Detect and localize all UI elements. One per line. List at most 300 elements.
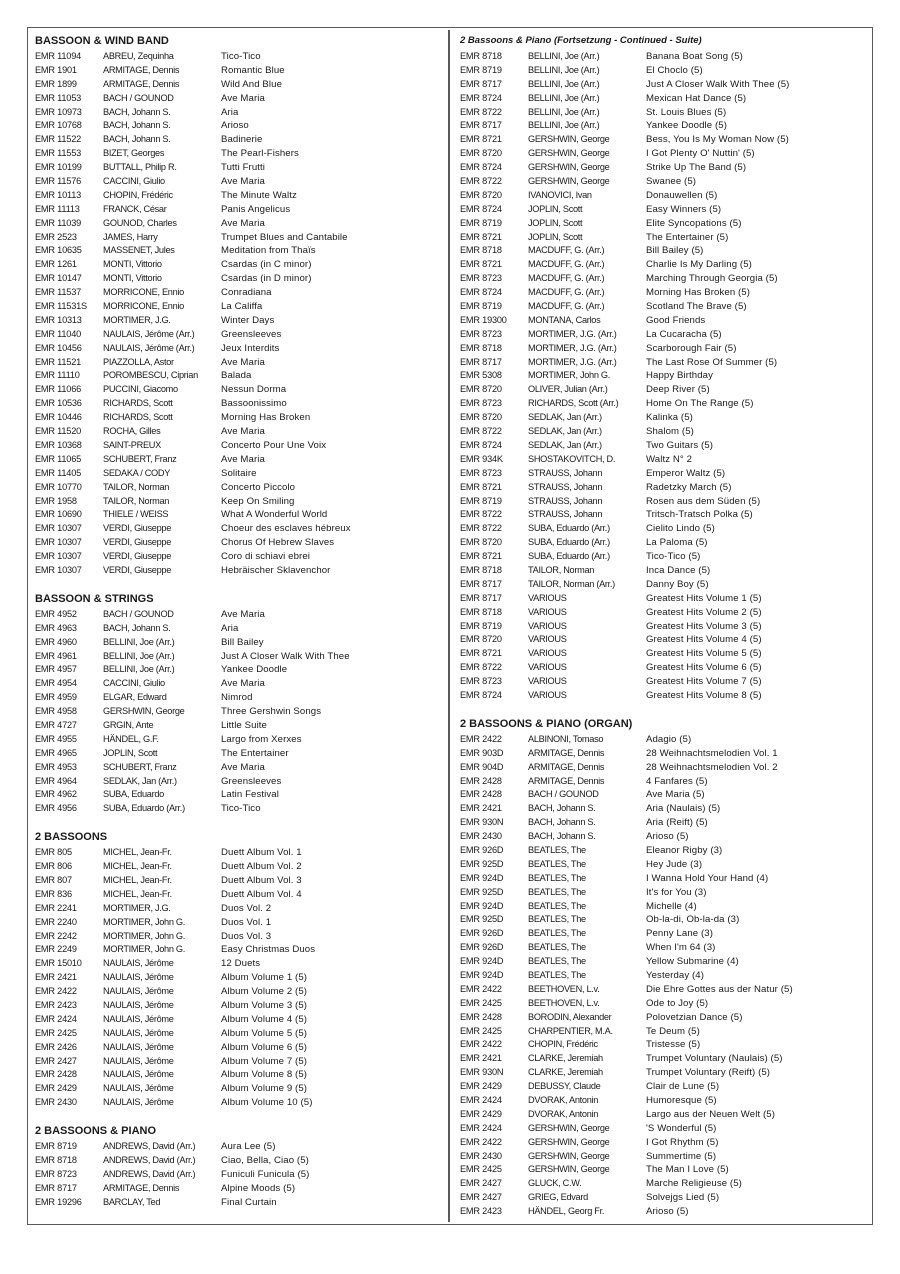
composer-name: JOPLIN, Scott xyxy=(528,203,583,214)
catalog-entry xyxy=(35,943,440,957)
catalog-number: EMR 8719 xyxy=(35,1141,77,1152)
composer-name: SEDLAK, Jan (Arr.) xyxy=(528,439,602,450)
catalog-entry xyxy=(460,927,865,941)
work-title: Album Volume 7 (5) xyxy=(221,1055,308,1067)
composer-name: BEATLES, The xyxy=(528,886,586,897)
composer-name: MORTIMER, J.G. (Arr.) xyxy=(528,342,617,353)
work-title: Ave Maria xyxy=(221,92,265,104)
catalog-entry xyxy=(460,133,865,147)
composer-name: BARCLAY, Ted xyxy=(103,1196,161,1207)
catalog-entry xyxy=(35,650,440,664)
catalog-number: EMR 11553 xyxy=(35,148,82,159)
catalog-number: EMR 8721 xyxy=(460,231,502,242)
catalog-entry xyxy=(35,495,440,509)
work-title: Greatest Hits Volume 8 (5) xyxy=(646,689,762,701)
catalog-number: EMR 11053 xyxy=(35,92,82,103)
catalog-entry xyxy=(460,983,865,997)
composer-name: CLARKE, Jeremiah xyxy=(528,1053,603,1064)
work-title: Two Guitars (5) xyxy=(646,439,714,451)
catalog-number: EMR 4960 xyxy=(35,636,77,647)
catalog-number: EMR 4954 xyxy=(35,678,77,689)
catalog-entry xyxy=(460,1066,865,1080)
catalog-entry xyxy=(35,356,440,370)
catalog-entry xyxy=(460,872,865,886)
composer-name: NAULAIS, Jérôme xyxy=(103,1083,174,1094)
catalog-number: EMR 2430 xyxy=(460,831,502,842)
catalog-entry xyxy=(460,78,865,92)
work-title: Ave Maria xyxy=(221,453,265,465)
catalog-number: EMR 11520 xyxy=(35,426,82,437)
composer-name: VERDI, Giuseppe xyxy=(103,551,172,562)
composer-name: BEATLES, The xyxy=(528,956,586,967)
catalog-entry xyxy=(35,1055,440,1069)
composer-name: NAULAIS, Jérôme xyxy=(103,1013,174,1024)
composer-name: GERSHWIN, George xyxy=(528,1150,610,1161)
work-title: Tico-Tico (5) xyxy=(646,551,701,563)
catalog-entry xyxy=(35,397,440,411)
catalog-entry xyxy=(35,1096,440,1110)
work-title: Eleanor Rigby (3) xyxy=(646,844,723,856)
catalog-entry xyxy=(460,788,865,802)
catalog-entry xyxy=(460,1177,865,1191)
catalog-number: EMR 8720 xyxy=(460,384,502,395)
work-title: Aria (Naulais) (5) xyxy=(646,803,721,815)
catalog-entry xyxy=(460,481,865,495)
catalog-entry xyxy=(35,846,440,860)
catalog-entry xyxy=(460,1205,865,1219)
catalog-entry xyxy=(460,231,865,245)
work-title: Good Friends xyxy=(646,314,706,326)
catalog-entry xyxy=(35,133,440,147)
composer-name: ELGAR, Edward xyxy=(103,692,167,703)
catalog-number: EMR 10307 xyxy=(35,551,82,562)
composer-name: MORTIMER, John G. xyxy=(103,916,186,927)
catalog-number: EMR 4964 xyxy=(35,775,77,786)
work-title: 28 Weihnachtsmelodien Vol. 2 xyxy=(646,761,778,773)
catalog-entry xyxy=(460,802,865,816)
catalog-number: EMR 930N xyxy=(460,817,504,828)
catalog-number: EMR 2240 xyxy=(35,916,77,927)
catalog-entry xyxy=(460,342,865,356)
catalog-number: EMR 2241 xyxy=(35,902,77,913)
catalog-entry xyxy=(460,314,865,328)
composer-name: MACDUFF, G. (Arr.) xyxy=(528,301,605,312)
catalog-number: EMR 8723 xyxy=(460,273,502,284)
catalog-number: EMR 924D xyxy=(460,872,504,883)
catalog-number: EMR 19296 xyxy=(35,1196,82,1207)
catalog-number: EMR 8719 xyxy=(460,495,502,506)
catalog-number: EMR 8722 xyxy=(460,523,502,534)
work-title: Duos Vol. 3 xyxy=(221,930,272,942)
catalog-number: EMR 11065 xyxy=(35,453,82,464)
work-title: Charlie Is My Darling (5) xyxy=(646,259,752,271)
catalog-number: EMR 2428 xyxy=(35,1069,77,1080)
work-title: Wild And Blue xyxy=(221,78,283,90)
catalog-entry xyxy=(460,439,865,453)
catalog-entry xyxy=(35,874,440,888)
work-title: The Entertainer xyxy=(221,747,289,759)
catalog-number: EMR 8718 xyxy=(460,606,502,617)
composer-name: STRAUSS, Johann xyxy=(528,495,603,506)
work-title: Greatest Hits Volume 6 (5) xyxy=(646,662,762,674)
work-title: Three Gershwin Songs xyxy=(221,706,322,718)
catalog-number: EMR 15010 xyxy=(35,958,82,969)
catalog-entry xyxy=(460,761,865,775)
work-title: Ave Maria xyxy=(221,217,265,229)
catalog-number: EMR 19300 xyxy=(460,314,507,325)
catalog-number: EMR 10635 xyxy=(35,245,82,256)
work-title: Te Deum (5) xyxy=(646,1025,700,1037)
catalog-number: EMR 1261 xyxy=(35,259,77,270)
composer-name: NAULAIS, Jérôme xyxy=(103,972,174,983)
catalog-entry xyxy=(35,383,440,397)
work-title: Album Volume 1 (5) xyxy=(221,972,308,984)
composer-name: BELLINI, Joe (Arr.) xyxy=(528,51,600,61)
catalog-number: EMR 8721 xyxy=(460,134,502,145)
catalog-entry xyxy=(460,620,865,634)
composer-name: BUTTALL, Philip R. xyxy=(103,162,177,173)
catalog-number: EMR 2430 xyxy=(35,1097,77,1108)
composer-name: ANDREWS, David (Arr.) xyxy=(103,1155,196,1166)
work-title: Hebräischer Sklavenchor xyxy=(221,564,331,576)
catalog-entry xyxy=(35,999,440,1013)
composer-name: BACH, Johann S. xyxy=(528,831,596,842)
catalog-entry xyxy=(460,1150,865,1164)
composer-name: NAULAIS, Jérôme xyxy=(103,1055,174,1066)
work-title: Album Volume 6 (5) xyxy=(221,1041,308,1053)
catalog-entry xyxy=(35,203,440,217)
catalog-entry xyxy=(460,900,865,914)
catalog-entry xyxy=(35,1196,440,1210)
composer-name: VARIOUS xyxy=(528,662,567,673)
catalog-entry xyxy=(460,64,865,78)
work-title: Emperor Waltz (5) xyxy=(646,467,726,479)
catalog-entry xyxy=(35,411,440,425)
catalog-entry xyxy=(35,1154,440,1168)
catalog-number: EMR 926D xyxy=(460,942,504,953)
work-title: I Got Rhythm (5) xyxy=(646,1136,719,1148)
catalog-entry xyxy=(460,1025,865,1039)
catalog-number: EMR 8724 xyxy=(460,92,502,103)
catalog-entry xyxy=(35,328,440,342)
catalog-entry xyxy=(35,663,440,677)
composer-name: SEDAKA / CODY xyxy=(103,467,171,478)
catalog-number: EMR 8721 xyxy=(460,259,502,270)
catalog-entry xyxy=(460,495,865,509)
catalog-entry xyxy=(35,747,440,761)
work-title: Duett Album Vol. 1 xyxy=(221,847,302,859)
work-title: The Man I Love (5) xyxy=(646,1164,729,1176)
work-title: Solvejgs Lied (5) xyxy=(646,1192,720,1204)
catalog-number: EMR 8718 xyxy=(35,1155,77,1166)
composer-name: ANDREWS, David (Arr.) xyxy=(103,1168,196,1179)
composer-name: BELLINI, Joe (Arr.) xyxy=(528,106,600,117)
catalog-number: EMR 2428 xyxy=(460,1011,502,1022)
composer-name: JOPLIN, Scott xyxy=(103,747,158,758)
catalog-entry xyxy=(460,858,865,872)
catalog-number: EMR 10973 xyxy=(35,106,82,117)
catalog-entry xyxy=(460,886,865,900)
composer-name: BACH, Johann S. xyxy=(103,106,171,117)
composer-name: MACDUFF, G. (Arr.) xyxy=(528,245,605,256)
work-title: Polovetzian Dance (5) xyxy=(646,1011,743,1023)
catalog-number: EMR 11039 xyxy=(35,217,82,228)
composer-name: NAULAIS, Jérôme xyxy=(103,1027,174,1038)
work-title: When I'm 64 (3) xyxy=(646,942,716,954)
catalog-section-2-bassoons-piano-organ xyxy=(460,717,865,1219)
composer-name: OLIVER, Julian (Arr.) xyxy=(528,384,608,395)
catalog-entry xyxy=(35,775,440,789)
work-title: Just A Closer Walk With Thee (5) xyxy=(646,78,790,90)
work-title: Album Volume 10 (5) xyxy=(221,1097,313,1109)
composer-name: STRAUSS, Johann xyxy=(528,467,603,478)
work-title: El Choclo (5) xyxy=(646,64,703,76)
catalog-number: EMR 8724 xyxy=(460,439,502,450)
composer-name: MASSENET, Jules xyxy=(103,245,175,256)
catalog-entry xyxy=(460,1080,865,1094)
composer-name: BEATLES, The xyxy=(528,942,586,953)
composer-name: ARMITAGE, Dennis xyxy=(528,761,605,772)
composer-name: TAILOR, Norman xyxy=(528,564,595,575)
catalog-entry xyxy=(35,761,440,775)
composer-name: SUBA, Eduardo (Arr.) xyxy=(528,537,610,548)
work-title: Duos Vol. 2 xyxy=(221,902,272,914)
work-title: Little Suite xyxy=(221,719,267,731)
composer-name: IVANOVICI, Ivan xyxy=(528,189,592,200)
catalog-number: EMR 2242 xyxy=(35,930,77,941)
catalog-number: EMR 924D xyxy=(460,900,504,911)
catalog-number: EMR 11040 xyxy=(35,328,82,339)
catalog-number: EMR 2425 xyxy=(460,1025,502,1036)
catalog-number: EMR 2423 xyxy=(35,1000,77,1010)
work-title: Balada xyxy=(221,370,252,382)
composer-name: ABREU, Zequinha xyxy=(103,51,174,61)
work-title: Ob-la-di, Ob-la-da (3) xyxy=(646,914,740,926)
right-column xyxy=(460,34,865,1219)
composer-name: POROMBESCU, Ciprian xyxy=(103,370,198,381)
catalog-entry xyxy=(35,50,440,64)
work-title: What A Wonderful World xyxy=(221,509,328,521)
composer-name: MORTIMER, J.G. xyxy=(103,902,171,913)
work-title: Panis Angelicus xyxy=(221,203,291,215)
catalog-entry xyxy=(35,705,440,719)
catalog-entry xyxy=(460,258,865,272)
work-title: La Califfa xyxy=(221,301,263,313)
work-title: Ave Maria xyxy=(221,678,265,690)
composer-name: GRGIN, Ante xyxy=(103,719,154,730)
work-title: Bassoonissimo xyxy=(221,398,287,410)
catalog-number: EMR 8720 xyxy=(460,537,502,548)
composer-name: CACCINI, Giulio xyxy=(103,678,165,689)
catalog-entry xyxy=(35,902,440,916)
catalog-entry xyxy=(35,536,440,550)
composer-name: GERSHWIN, George xyxy=(103,706,185,717)
catalog-entry xyxy=(460,411,865,425)
composer-name: BEETHOVEN, L.v. xyxy=(528,983,600,994)
catalog-entry xyxy=(35,677,440,691)
catalog-entry xyxy=(460,536,865,550)
catalog-number: EMR 1958 xyxy=(35,495,77,506)
catalog-number: EMR 8717 xyxy=(460,78,502,89)
work-title: Duett Album Vol. 4 xyxy=(221,888,302,900)
composer-name: HÄNDEL, Georg Fr. xyxy=(528,1206,605,1217)
catalog-entry xyxy=(35,860,440,874)
composer-name: MICHEL, Jean-Fr. xyxy=(103,888,172,899)
work-title: Ave Maria xyxy=(221,608,265,620)
catalog-entry xyxy=(460,467,865,481)
section-title: BASSOON & WIND BAND xyxy=(35,35,169,47)
composer-name: ARMITAGE, Dennis xyxy=(103,64,180,75)
catalog-entry xyxy=(460,955,865,969)
catalog-number: EMR 8722 xyxy=(460,426,502,437)
work-title: Album Volume 4 (5) xyxy=(221,1013,308,1025)
composer-name: SUBA, Eduardo xyxy=(103,789,164,800)
work-title: Tico-Tico xyxy=(221,51,261,62)
catalog-entry xyxy=(460,92,865,106)
catalog-entry xyxy=(35,231,440,245)
work-title: Ave Maria (5) xyxy=(646,789,705,801)
composer-name: CHOPIN, Frédéric xyxy=(103,189,173,200)
catalog-number: EMR 8717 xyxy=(460,578,502,589)
catalog-number: EMR 2421 xyxy=(460,803,502,814)
work-title: La Cucaracha (5) xyxy=(646,328,722,340)
catalog-number: EMR 2425 xyxy=(35,1027,77,1038)
work-title: Deep River (5) xyxy=(646,384,710,396)
work-title: Arioso (5) xyxy=(646,831,689,843)
catalog-entry xyxy=(35,92,440,106)
catalog-entry xyxy=(35,636,440,650)
catalog-entry xyxy=(460,522,865,536)
work-title: Home On The Range (5) xyxy=(646,398,754,410)
work-title: Trumpet Voluntary (Reift) (5) xyxy=(646,1067,771,1079)
work-title: La Paloma (5) xyxy=(646,537,708,549)
composer-name: BACH, Johann S. xyxy=(103,120,171,131)
catalog-number: EMR 8717 xyxy=(460,120,502,131)
composer-name: SUBA, Eduardo (Arr.) xyxy=(103,803,185,814)
catalog-number: EMR 2427 xyxy=(460,1178,502,1189)
catalog-number: EMR 2426 xyxy=(35,1041,77,1052)
catalog-number: EMR 11110 xyxy=(35,370,80,381)
composer-name: STRAUSS, Johann xyxy=(528,509,603,520)
work-title: Ode to Joy (5) xyxy=(646,997,709,1009)
composer-name: MICHEL, Jean-Fr. xyxy=(103,861,172,872)
composer-name: DEBUSSY, Claude xyxy=(528,1081,601,1092)
work-title: Aria xyxy=(221,622,239,634)
column-divider xyxy=(448,30,450,1222)
work-title: Mexican Hat Dance (5) xyxy=(646,92,747,104)
catalog-number: EMR 10368 xyxy=(35,439,82,450)
catalog-number: EMR 10456 xyxy=(35,342,82,353)
catalog-entry xyxy=(460,508,865,522)
catalog-entry xyxy=(460,816,865,830)
catalog-entry xyxy=(35,691,440,705)
composer-name: BACH, Johann S. xyxy=(528,803,596,814)
composer-name: CHARPENTIER, M.A. xyxy=(528,1025,613,1036)
catalog-number: EMR 2422 xyxy=(35,986,77,997)
work-title: Tritsch-Tratsch Polka (5) xyxy=(646,509,753,521)
composer-name: MORRICONE, Ennio xyxy=(103,287,184,298)
composer-name: VARIOUS xyxy=(528,620,567,631)
catalog-entry xyxy=(460,844,865,858)
work-title: Yellow Submarine (4) xyxy=(646,956,739,968)
catalog-entry xyxy=(460,161,865,175)
work-title: Cielito Lindo (5) xyxy=(646,523,715,535)
work-title: Ciao, Bella, Ciao (5) xyxy=(221,1155,309,1167)
composer-name: RICHARDS, Scott (Arr.) xyxy=(528,398,619,409)
catalog-number: EMR 8717 xyxy=(460,592,502,603)
catalog-entry xyxy=(35,481,440,495)
catalog-entry xyxy=(460,175,865,189)
catalog-number: EMR 2422 xyxy=(460,983,502,994)
catalog-number: EMR 8717 xyxy=(460,356,502,367)
catalog-section-bassoon-wind-band xyxy=(35,34,440,578)
composer-name: RICHARDS, Scott xyxy=(103,412,173,423)
composer-name: SUBA, Eduardo (Arr.) xyxy=(528,523,610,534)
catalog-number: EMR 2428 xyxy=(460,789,502,800)
work-title: Csardas (in C minor) xyxy=(221,259,312,271)
catalog-entry xyxy=(460,300,865,314)
catalog-entry xyxy=(460,397,865,411)
composer-name: ARMITAGE, Dennis xyxy=(528,747,605,758)
catalog-entry xyxy=(35,1068,440,1082)
composer-name: GERSHWIN, George xyxy=(528,134,610,145)
catalog-number: EMR 924D xyxy=(460,970,504,980)
section-spacer xyxy=(35,578,440,592)
catalog-section-2-bassoons-piano xyxy=(35,1124,440,1209)
composer-name: VARIOUS xyxy=(528,689,567,700)
catalog-entry xyxy=(35,957,440,971)
catalog-entry xyxy=(460,913,865,927)
catalog-entry xyxy=(460,689,865,703)
work-title: Concerto Pour Une Voix xyxy=(221,439,327,451)
work-title: I Got Plenty O' Nuttin' (5) xyxy=(646,148,755,160)
composer-name: NAULAIS, Jérôme xyxy=(103,1000,174,1010)
composer-name: MACDUFF, G. (Arr.) xyxy=(528,259,605,270)
catalog-entry xyxy=(460,1011,865,1025)
work-title: 4 Fanfares (5) xyxy=(646,775,708,787)
catalog-number: EMR 2428 xyxy=(460,775,502,786)
work-title: Waltz N° 2 xyxy=(646,453,693,465)
catalog-number: EMR 8722 xyxy=(460,176,502,187)
composer-name: MICHEL, Jean-Fr. xyxy=(103,874,172,885)
composer-name: MONTI, Vittorio xyxy=(103,273,162,284)
composer-name: BEATLES, The xyxy=(528,844,586,855)
catalog-entry xyxy=(460,1094,865,1108)
composer-name: CLARKE, Jeremiah xyxy=(528,1067,603,1078)
catalog-number: EMR 11094 xyxy=(35,51,82,61)
catalog-entry xyxy=(35,1182,440,1196)
work-title: Aria xyxy=(221,106,239,118)
composer-name: DVORAK, Antonin xyxy=(528,1108,599,1119)
work-title: Yankee Doodle xyxy=(221,664,288,676)
catalog-number: EMR 807 xyxy=(35,874,72,885)
work-title: The Entertainer (5) xyxy=(646,231,729,243)
catalog-number: EMR 8722 xyxy=(460,106,502,117)
composer-name: MONTI, Vittorio xyxy=(103,259,162,270)
work-title: Greatest Hits Volume 4 (5) xyxy=(646,634,762,646)
work-title: Arioso xyxy=(221,120,249,132)
work-title: Easy Winners (5) xyxy=(646,203,722,215)
composer-name: ALBINONI, Tomaso xyxy=(528,733,604,744)
catalog-entry xyxy=(35,916,440,930)
catalog-number: EMR 11531S xyxy=(35,301,87,312)
catalog-entry xyxy=(460,1191,865,1205)
work-title: Tutti Frutti xyxy=(221,162,266,174)
composer-name: MORRICONE, Ennio xyxy=(103,301,184,312)
composer-name: JOPLIN, Scott xyxy=(528,231,583,242)
work-title: Scotland The Brave (5) xyxy=(646,301,747,313)
composer-name: CHOPIN, Frédéric xyxy=(528,1039,598,1050)
